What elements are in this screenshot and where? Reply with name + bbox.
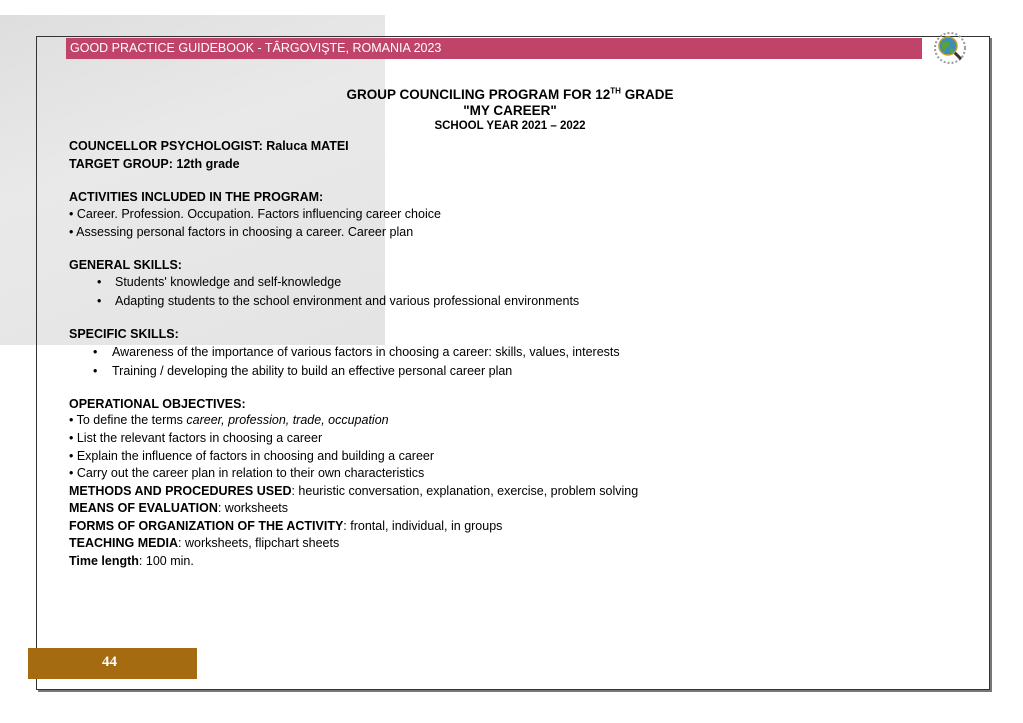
objectives-heading: OPERATIONAL OBJECTIVES: [69,397,246,411]
activities-heading: ACTIVITIES INCLUDED IN THE PROGRAM: [69,190,324,204]
objective-item: • To define the terms career, profession, trade, occupation [69,413,389,427]
target-group: TARGET GROUP: 12th grade [69,157,240,171]
organization-line: FORMS OF ORGANIZATION OF THE ACTIVITY: frontal, individual, in groups [69,519,503,533]
specific-skills-heading: SPECIFIC SKILLS: [69,327,179,341]
header-title: GOOD PRACTICE GUIDEBOOK - TÂRGOVIŞTE, ROMANIA 2023 [70,41,442,55]
objective-item: • Carry out the career plan in relation to their own characteristics [69,466,425,480]
specific-skill-item: • Training / developing the ability to build an effective personal career plan [93,364,513,378]
page-number-box [28,648,197,679]
objective-item: • Explain the influence of factors in choosing and building a career [69,449,435,463]
activity-item: • Assessing personal factors in choosing a career. Career plan [69,225,414,239]
evaluation-line: MEANS OF EVALUATION: worksheets [69,501,289,515]
title-line1-end: GRADE [620,87,674,102]
activity-item: • Career. Profession. Occupation. Factors influencing career choice [69,207,441,221]
header-bar [66,38,922,59]
title-line2: "MY CAREER" [463,103,557,118]
general-skill-item: • Adapting students to the school environment and various professional environments [97,294,580,308]
time-line: Time length: 100 min. [69,554,194,568]
methods-line: METHODS AND PROCEDURES USED: heuristic conversation, explanation, exercise, problem solving [69,484,639,498]
title-line1: GROUP COUNCILING PROGRAM FOR 12 [346,87,611,102]
objective-item: • List the relevant factors in choosing a career [69,431,323,445]
page-number: 44 [102,654,117,670]
globe-magnifier-icon [932,30,968,66]
media-line: TEACHING MEDIA: worksheets, flipchart sheets [69,536,340,550]
general-skills-heading: GENERAL SKILLS: [69,258,182,272]
general-skill-item: • Students' knowledge and self-knowledge [97,275,342,289]
counsellor: COUNCELLOR PSYCHOLOGIST: Raluca MATEI [69,139,349,153]
specific-skill-item: • Awareness of the importance of various factors in choosing a career: skills, values, interests [93,345,620,359]
document-title [69,87,951,134]
title-superscript: TH [610,86,621,96]
title-line3: SCHOOL YEAR 2021 – 2022 [434,120,586,132]
